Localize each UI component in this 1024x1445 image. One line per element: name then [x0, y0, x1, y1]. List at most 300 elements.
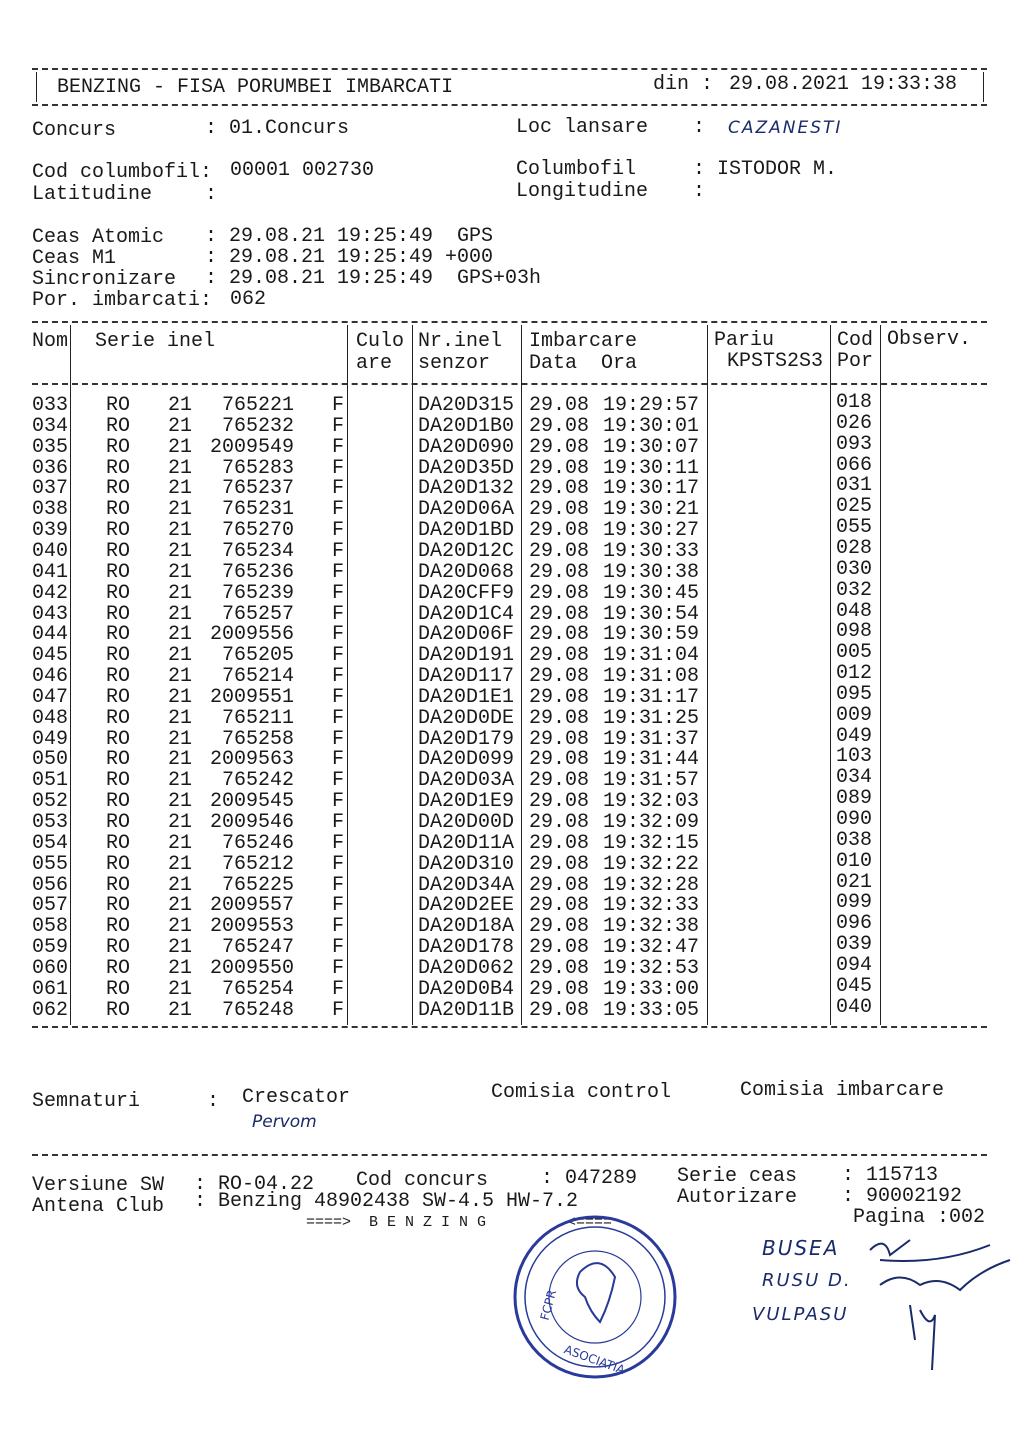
cod-concurs-value: : 047289 [541, 1167, 638, 1190]
row-sex: F [332, 394, 345, 417]
row-date: 29.08 [529, 477, 590, 501]
commission-member-name: RUSU D. [762, 1270, 852, 1291]
row-time: 19:30:21 [603, 498, 700, 522]
row-country: RO [106, 560, 131, 584]
row-date: 29.08 [529, 852, 590, 876]
versiune-sw-value: : RO-04.22 [194, 1173, 315, 1196]
row-sensor-id: DA20D00D [418, 811, 515, 834]
row-ring-number: 765257 [221, 602, 294, 626]
row-date: 29.08 [529, 539, 590, 563]
row-ring-number: 765221 [221, 394, 294, 417]
row-year: 21 [168, 665, 193, 689]
row-date: 29.08 [529, 665, 590, 689]
row-time: 19:33:00 [603, 977, 700, 1001]
row-cod-por: 038 [836, 828, 873, 852]
row-nom: 060 [32, 956, 69, 980]
row-country: RO [106, 936, 131, 960]
row-year: 21 [168, 748, 193, 772]
row-cod-por: 095 [836, 682, 873, 706]
row-ring-number: 765212 [221, 852, 294, 876]
row-year: 21 [168, 519, 193, 543]
row-sex: F [332, 894, 345, 918]
row-ring-number: 765231 [221, 498, 294, 522]
row-time: 19:31:37 [603, 727, 700, 751]
row-year: 21 [168, 831, 193, 855]
row-date: 29.08 [529, 831, 590, 855]
row-nom: 034 [32, 414, 69, 438]
row-date: 29.08 [529, 581, 590, 605]
row-cod-por: 034 [836, 766, 873, 790]
row-sex: F [332, 519, 345, 543]
header-bottom-rule [32, 104, 987, 106]
row-nom: 036 [32, 456, 69, 480]
col-culoare-1: Culo [356, 330, 405, 353]
row-nom: 046 [32, 665, 69, 689]
row-time: 19:30:07 [603, 435, 700, 459]
row-nom: 059 [32, 936, 69, 960]
row-date: 29.08 [529, 602, 590, 626]
row-sensor-id: DA20D34A [418, 873, 515, 897]
row-year: 21 [168, 706, 193, 730]
row-sensor-id: DA20D1C4 [418, 602, 515, 626]
crescator-signature: Pervom [252, 1112, 317, 1132]
row-time: 19:30:17 [603, 477, 700, 501]
row-date: 29.08 [529, 644, 590, 668]
row-year: 21 [168, 602, 193, 626]
row-date: 29.08 [529, 727, 590, 751]
row-time: 19:30:33 [603, 539, 700, 563]
row-country: RO [106, 456, 131, 480]
row-date: 29.08 [529, 873, 590, 897]
row-sensor-id: DA20D117 [418, 665, 515, 689]
row-sex: F [332, 706, 345, 730]
row-ring-number: 765283 [221, 456, 294, 480]
antena-club-value: : Benzing 48902438 SW-4.5 HW-7.2 [194, 1190, 579, 1213]
row-ring-number: 2009563 [209, 748, 294, 772]
row-ring-number: 2009550 [209, 956, 294, 980]
loc-lansare-label: Loc lansare [516, 116, 649, 139]
table-top-rule [32, 321, 987, 323]
row-nom: 044 [32, 623, 69, 647]
columbofil-label: Columbofil [516, 158, 637, 181]
row-ring-number: 2009546 [209, 811, 294, 834]
row-ring-number: 2009551 [209, 685, 294, 709]
row-sensor-id: DA20D1E1 [418, 685, 515, 709]
col-serie-inel: Serie inel [95, 330, 216, 353]
row-sensor-id: DA20D1E9 [418, 790, 515, 814]
row-nom: 053 [32, 811, 69, 834]
row-time: 19:31:17 [603, 685, 700, 709]
row-year: 21 [168, 956, 193, 980]
row-ring-number: 765254 [221, 977, 294, 1001]
antena-club-label: Antena Club [32, 1195, 165, 1218]
row-year: 21 [168, 936, 193, 960]
row-cod-por: 012 [836, 662, 873, 686]
row-country: RO [106, 998, 131, 1022]
row-nom: 051 [32, 769, 69, 793]
row-year: 21 [168, 894, 193, 918]
row-sex: F [332, 748, 345, 772]
row-year: 21 [168, 769, 193, 793]
row-nom: 062 [32, 998, 69, 1022]
row-cod-por: 099 [836, 891, 873, 915]
row-country: RO [106, 394, 131, 417]
row-nom: 039 [32, 519, 69, 543]
serie-ceas-label: Serie ceas [677, 1165, 798, 1188]
row-cod-por: 055 [836, 516, 873, 540]
row-sensor-id: DA20D11B [418, 998, 515, 1022]
row-date: 29.08 [529, 956, 590, 980]
row-country: RO [106, 706, 131, 730]
col-observatii: Observ. [887, 328, 972, 351]
row-nom: 057 [32, 894, 69, 918]
autorizare-label: Autorizare [677, 1186, 798, 1209]
row-sex: F [332, 435, 345, 459]
row-ring-number: 765247 [221, 936, 294, 960]
porumbei-imbarcati-label: Por. imbarcati: [32, 289, 213, 312]
col-imbarcare-1: Imbarcare [529, 330, 638, 353]
date-value: 29.08.2021 19:33:38 [729, 73, 958, 96]
row-sex: F [332, 644, 345, 668]
row-nom: 054 [32, 831, 69, 855]
comisia-imbarcare-label: Comisia imbarcare [740, 1079, 945, 1102]
row-sex: F [332, 623, 345, 647]
row-date: 29.08 [529, 769, 590, 793]
row-cod-por: 096 [836, 912, 873, 936]
row-time: 19:33:05 [603, 998, 700, 1022]
row-ring-number: 765211 [221, 706, 294, 730]
club-stamp-seal [510, 1212, 680, 1382]
row-cod-por: 094 [836, 953, 873, 977]
row-sensor-id: DA20D099 [418, 748, 515, 772]
cod-concurs-label: Cod concurs [356, 1169, 489, 1192]
longitudine-value: : [693, 180, 706, 203]
row-year: 21 [168, 873, 193, 897]
longitudine-label: Longitudine [516, 180, 649, 203]
row-date: 29.08 [529, 414, 590, 438]
row-cod-por: 031 [836, 474, 873, 498]
row-sex: F [332, 727, 345, 751]
row-country: RO [106, 581, 131, 605]
row-sex: F [332, 414, 345, 438]
row-nom: 033 [32, 394, 69, 417]
row-sensor-id: DA20D1B0 [418, 414, 515, 438]
row-ring-number: 765239 [221, 581, 294, 605]
ceas-m1-label: Ceas M1 [32, 247, 117, 270]
row-country: RO [106, 894, 131, 918]
row-sex: F [332, 811, 345, 834]
col-cod-2: Por [837, 350, 874, 373]
col-nr-inel-1: Nr.inel [418, 330, 503, 353]
row-sex: F [332, 539, 345, 563]
row-year: 21 [168, 685, 193, 709]
row-nom: 050 [32, 748, 69, 772]
row-country: RO [106, 498, 131, 522]
row-sensor-id: DA20CFF9 [418, 581, 515, 605]
row-ring-number: 765270 [221, 519, 294, 543]
row-sex: F [332, 498, 345, 522]
row-country: RO [106, 769, 131, 793]
row-ring-number: 765234 [221, 539, 294, 563]
row-date: 29.08 [529, 498, 590, 522]
row-nom: 049 [32, 727, 69, 751]
row-cod-por: 049 [836, 724, 873, 748]
row-date: 29.08 [529, 998, 590, 1022]
row-ring-number: 765248 [221, 998, 294, 1022]
row-country: RO [106, 477, 131, 501]
row-sensor-id: DA20D062 [418, 956, 515, 980]
row-sensor-id: DA20D191 [418, 644, 515, 668]
row-nom: 047 [32, 685, 69, 709]
row-country: RO [106, 852, 131, 876]
row-cod-por: 045 [836, 974, 873, 998]
row-sex: F [332, 581, 345, 605]
row-cod-por: 021 [836, 870, 873, 894]
row-sensor-id: DA20D06A [418, 498, 515, 522]
row-sensor-id: DA20D1BD [418, 519, 515, 543]
ceas-m1-value: : 29.08.21 19:25:49 +000 [205, 246, 494, 269]
row-country: RO [106, 748, 131, 772]
comisia-control-label: Comisia control [491, 1081, 672, 1104]
row-cod-por: 009 [836, 703, 873, 727]
col-imbarcare-2: Data Ora [529, 352, 638, 375]
semnaturi-label: Semnaturi [32, 1090, 141, 1113]
row-nom: 058 [32, 915, 69, 939]
row-sensor-id: DA20D0B4 [418, 977, 515, 1001]
row-time: 19:30:27 [603, 519, 700, 543]
row-sex: F [332, 685, 345, 709]
row-country: RO [106, 790, 131, 814]
row-sensor-id: DA20D068 [418, 560, 515, 584]
row-time: 19:30:38 [603, 560, 700, 584]
row-nom: 061 [32, 977, 69, 1001]
row-sex: F [332, 477, 345, 501]
row-year: 21 [168, 977, 193, 1001]
row-sex: F [332, 769, 345, 793]
commission-member-name: VULPASU [752, 1304, 849, 1325]
benzing-brand-line: ====> B E N Z I N G <==== [306, 1214, 613, 1231]
row-sensor-id: DA20D179 [418, 727, 515, 751]
row-year: 21 [168, 727, 193, 751]
row-country: RO [106, 727, 131, 751]
row-time: 19:31:25 [603, 706, 700, 730]
handwritten-signatures [860, 1230, 1020, 1380]
ceas-atomic-value: : 29.08.21 19:25:49 GPS [205, 225, 494, 248]
row-cod-por: 089 [836, 787, 873, 811]
row-year: 21 [168, 581, 193, 605]
row-time: 19:30:11 [603, 456, 700, 480]
row-country: RO [106, 539, 131, 563]
col-nom: Nom [32, 330, 69, 353]
row-year: 21 [168, 414, 193, 438]
row-sex: F [332, 456, 345, 480]
row-time: 19:32:28 [603, 873, 700, 897]
row-sex: F [332, 602, 345, 626]
row-ring-number: 765246 [221, 831, 294, 855]
row-year: 21 [168, 477, 193, 501]
col-pariu-1: Pariu [714, 329, 775, 352]
row-sex: F [332, 790, 345, 814]
row-time: 19:31:44 [603, 748, 700, 772]
row-sensor-id: DA20D18A [418, 915, 515, 939]
row-date: 29.08 [529, 748, 590, 772]
row-ring-number: 2009556 [209, 623, 294, 647]
row-sensor-id: DA20D35D [418, 456, 515, 480]
row-nom: 048 [32, 706, 69, 730]
page-number: Pagina :002 [853, 1206, 986, 1229]
row-time: 19:32:22 [603, 852, 700, 876]
concurs-label: Concurs [32, 119, 117, 142]
row-sex: F [332, 831, 345, 855]
row-cod-por: 032 [836, 578, 873, 602]
row-time: 19:29:57 [603, 394, 700, 417]
row-cod-por: 090 [836, 808, 873, 831]
row-date: 29.08 [529, 623, 590, 647]
row-country: RO [106, 602, 131, 626]
latitudine-value: : [205, 183, 218, 206]
row-date: 29.08 [529, 936, 590, 960]
row-year: 21 [168, 394, 193, 417]
ceas-atomic-label: Ceas Atomic [32, 226, 165, 249]
row-sensor-id: DA20D090 [418, 435, 515, 459]
row-sensor-id: DA20D310 [418, 852, 515, 876]
loc-lansare-colon: : [693, 116, 706, 139]
row-country: RO [106, 915, 131, 939]
row-cod-por: 030 [836, 557, 873, 581]
row-ring-number: 765258 [221, 727, 294, 751]
row-year: 21 [168, 623, 193, 647]
row-cod-por: 026 [836, 411, 873, 435]
row-cod-por: 098 [836, 620, 873, 644]
row-nom: 055 [32, 852, 69, 876]
row-ring-number: 765237 [221, 477, 294, 501]
row-nom: 041 [32, 560, 69, 584]
serie-ceas-value: : 115713 [842, 1164, 939, 1187]
row-country: RO [106, 873, 131, 897]
row-country: RO [106, 831, 131, 855]
row-date: 29.08 [529, 456, 590, 480]
row-time: 19:30:59 [603, 623, 700, 647]
row-country: RO [106, 685, 131, 709]
row-cod-por: 018 [836, 391, 873, 414]
columbofil-value: : ISTODOR M. [693, 158, 838, 181]
row-sex: F [332, 873, 345, 897]
row-sex: F [332, 936, 345, 960]
row-nom: 035 [32, 435, 69, 459]
row-country: RO [106, 665, 131, 689]
row-sensor-id: DA20D06F [418, 623, 515, 647]
row-nom: 056 [32, 873, 69, 897]
row-ring-number: 765205 [221, 644, 294, 668]
row-year: 21 [168, 644, 193, 668]
date-label: din : [653, 73, 714, 96]
row-sensor-id: DA20D0DE [418, 706, 515, 730]
row-year: 21 [168, 435, 193, 459]
autorizare-value: : 90002192 [842, 1185, 963, 1208]
sincronizare-label: Sincronizare [32, 268, 177, 291]
row-ring-number: 765236 [221, 560, 294, 584]
row-time: 19:31:04 [603, 644, 700, 668]
row-cod-por: 025 [836, 495, 873, 519]
row-cod-por: 048 [836, 599, 873, 623]
row-year: 21 [168, 852, 193, 876]
row-date: 29.08 [529, 519, 590, 543]
row-country: RO [106, 519, 131, 543]
row-nom: 043 [32, 602, 69, 626]
row-cod-por: 039 [836, 933, 873, 957]
versiune-sw-label: Versiune SW [32, 1174, 165, 1197]
row-time: 19:32:03 [603, 790, 700, 814]
row-date: 29.08 [529, 977, 590, 1001]
semnaturi-colon: : [207, 1090, 220, 1113]
row-sensor-id: DA20D03A [418, 769, 515, 793]
concurs-value: : 01.Concurs [205, 117, 350, 140]
row-ring-number: 765225 [221, 873, 294, 897]
row-year: 21 [168, 790, 193, 814]
row-time: 19:32:38 [603, 915, 700, 939]
row-nom: 042 [32, 581, 69, 605]
row-year: 21 [168, 998, 193, 1022]
row-country: RO [106, 414, 131, 438]
row-ring-number: 2009557 [209, 894, 294, 918]
header-left-border [36, 72, 37, 102]
row-date: 29.08 [529, 894, 590, 918]
row-time: 19:31:08 [603, 665, 700, 689]
row-sensor-id: DA20D2EE [418, 894, 515, 918]
row-nom: 045 [32, 644, 69, 668]
loc-lansare-value: CAZANESTI [728, 118, 843, 138]
row-country: RO [106, 644, 131, 668]
row-cod-por: 093 [836, 432, 873, 456]
row-date: 29.08 [529, 394, 590, 417]
row-time: 19:32:15 [603, 831, 700, 855]
row-year: 21 [168, 498, 193, 522]
sincronizare-value: : 29.08.21 19:25:49 GPS+03h [205, 267, 542, 290]
row-sex: F [332, 915, 345, 939]
row-nom: 040 [32, 539, 69, 563]
row-ring-number: 2009545 [209, 790, 294, 814]
porumbei-imbarcati-value: 062 [230, 288, 267, 311]
row-sensor-id: DA20D315 [418, 394, 515, 417]
row-cod-por: 103 [836, 745, 873, 769]
footer-rule [32, 1154, 987, 1156]
row-sex: F [332, 977, 345, 1001]
cod-columbofil-label: Cod columbofil: [32, 161, 213, 184]
row-year: 21 [168, 456, 193, 480]
row-nom: 052 [32, 790, 69, 814]
row-time: 19:32:09 [603, 811, 700, 834]
row-sex: F [332, 665, 345, 689]
row-country: RO [106, 977, 131, 1001]
row-date: 29.08 [529, 685, 590, 709]
row-date: 29.08 [529, 811, 590, 834]
row-time: 19:32:33 [603, 894, 700, 918]
row-sensor-id: DA20D178 [418, 936, 515, 960]
row-time: 19:32:47 [603, 936, 700, 960]
row-time: 19:30:54 [603, 602, 700, 626]
latitudine-label: Latitudine [32, 183, 153, 206]
row-date: 29.08 [529, 706, 590, 730]
table-row [0, 995, 1024, 1022]
row-year: 21 [168, 560, 193, 584]
header-right-border [983, 72, 984, 102]
row-time: 19:30:01 [603, 414, 700, 438]
col-nr-inel-2: senzor [418, 352, 491, 375]
row-cod-por: 066 [836, 453, 873, 477]
row-time: 19:30:45 [603, 581, 700, 605]
row-nom: 038 [32, 498, 69, 522]
row-time: 19:31:57 [603, 769, 700, 793]
